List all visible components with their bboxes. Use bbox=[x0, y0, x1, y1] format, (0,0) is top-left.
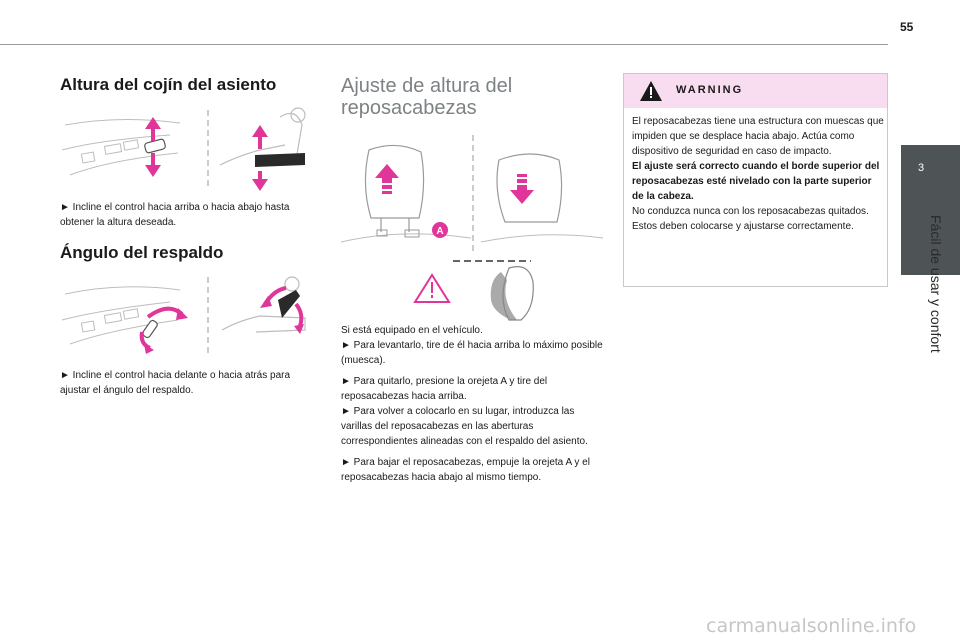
arrow-up-icon bbox=[375, 164, 399, 194]
chapter-title-text: Fácil de usar y confort bbox=[928, 215, 944, 353]
footer-watermark: carmanualsonline.info bbox=[706, 615, 917, 637]
seat-side-control-drawing bbox=[62, 287, 180, 344]
headrest-step-4: ► Para bajar el reposacabezas, empuje la orejeta A y el reposacabezas hacia abajo al mismo tiempo. bbox=[341, 457, 590, 483]
arrow-down-icon bbox=[510, 174, 534, 204]
warning-text bbox=[632, 114, 884, 234]
section-title-cushion: Altura del cojín del asiento bbox=[60, 75, 277, 94]
headrest-intro: Si está equipado en el vehículo. bbox=[341, 325, 483, 336]
headrest-step-1: ► Para levantarlo, tire de él hacia arriba lo máximo posible (muesca). bbox=[341, 340, 603, 366]
warning-header bbox=[624, 74, 887, 108]
headrest-step-3: ► Para volver a colocarlo en su lugar, introduzca las varillas del reposacabezas en las aberturas correspondientes alineadas con el respaldo del asiento. bbox=[341, 406, 588, 447]
page-number: 55 bbox=[900, 20, 914, 34]
headrest-adjustment-illustration bbox=[341, 130, 606, 325]
head-and-headrest-silhouette bbox=[491, 267, 534, 320]
chapter-number: 3 bbox=[917, 162, 925, 174]
headrest-step-2: ► Para quitarlo, presione la orejeta A y tire del reposacabezas hacia arriba. bbox=[341, 376, 548, 402]
callout-a-label: A bbox=[436, 226, 444, 237]
header-divider bbox=[0, 44, 888, 45]
backrest-instruction: ► Incline el control hacia delante o hacia atrás para ajustar el ángulo del respaldo. bbox=[60, 370, 291, 396]
warning-triangle-icon bbox=[415, 275, 449, 302]
warning-box bbox=[623, 73, 888, 287]
warning-icon bbox=[639, 80, 663, 102]
seat-cushion-shape bbox=[255, 153, 305, 167]
backrest-control-lever bbox=[142, 319, 159, 338]
headrest-lower-drawing bbox=[481, 154, 603, 242]
backrest-angle-illustration bbox=[60, 272, 310, 362]
section-title-backrest: Ángulo del respaldo bbox=[60, 243, 224, 262]
chapter-title bbox=[900, 215, 959, 435]
warning-label: WARNING bbox=[676, 84, 744, 96]
cushion-height-illustration bbox=[60, 105, 310, 195]
section-title-headrest: Ajuste de altura del reposacabezas bbox=[341, 75, 513, 119]
cushion-instruction: ► Incline el control hacia arriba o hacia abajo hasta obtener la altura deseada. bbox=[60, 202, 290, 228]
warning-text-1: El reposacabezas tiene una estructura con muescas que impiden que se desplace hacia abajo. Actúa como dispositivo de seguridad en caso de impacto. bbox=[632, 116, 884, 157]
warning-text-bold: El ajuste será correcto cuando el borde superior del reposacabezas esté nivelado con la parte superior de la cabeza. bbox=[632, 161, 880, 202]
headrest-raise-drawing bbox=[341, 145, 471, 242]
warning-text-2: No conduzca nunca con los reposacabezas quitados. Estos deben colocarse y ajustarse correctamente. bbox=[632, 206, 869, 232]
